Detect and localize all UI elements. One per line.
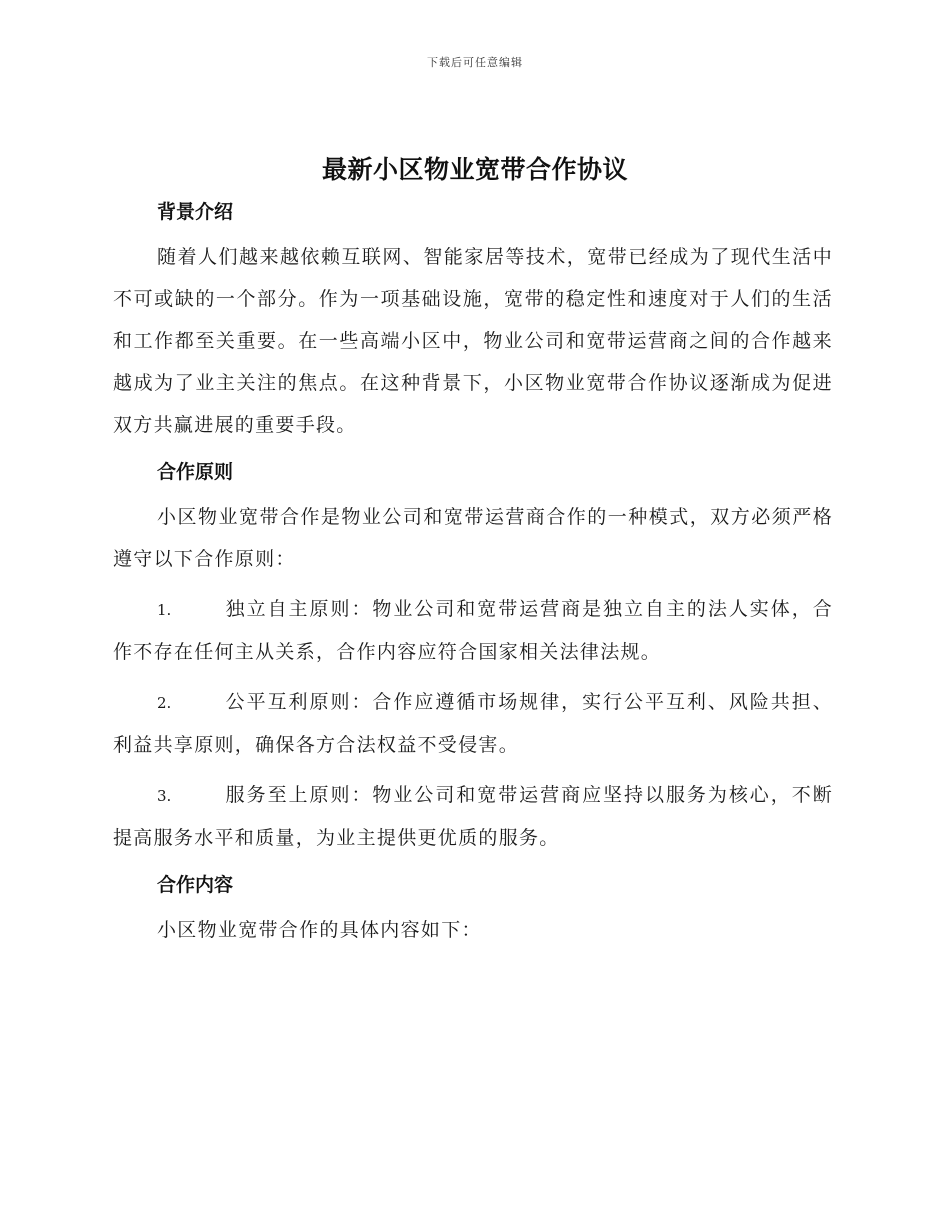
background-paragraph: 随着人们越来越依赖互联网、智能家居等技术，宽带已经成为了现代生活中不可或缺的一个部分。作为一项基础设施，宽带的稳定性和速度对于人们的生活和工作都至关重要。在一些高端小区中，物业公司和宽带运营商之间的合作越来越成为了业主关注的焦点。在这种背景下，小区物业宽带合作协议逐渐成为促进双方共赢进展的重要手段。 (113, 246, 833, 436)
principle-item (113, 681, 833, 766)
section-heading-background: 背景介绍 (157, 201, 234, 223)
principle-item-text: 服务至上原则：物业公司和宽带运营商应坚持以服务为核心，不断提高服务水平和质量，为业主提供更优质的服务。 (113, 784, 833, 849)
principle-item-text: 独立自主原则：物业公司和宽带运营商是独立自主的法人实体，合作不存在任何主从关系，合作内容应符合国家相关法律法规。 (113, 598, 833, 663)
principles-intro-paragraph: 小区物业宽带合作是物业公司和宽带运营商合作的一种模式，双方必须严格遵守以下合作原则： (113, 506, 833, 570)
principle-item-number: 2. (157, 694, 172, 712)
document-title: 最新小区物业宽带合作协议 (321, 155, 628, 184)
document-body (113, 196, 833, 951)
principle-item-number: 3. (157, 787, 172, 805)
principle-item-number: 1. (157, 601, 172, 619)
content-intro-paragraph: 小区物业宽带合作的具体内容如下： (157, 919, 482, 941)
principle-item (113, 774, 833, 859)
section-heading-principles: 合作原则 (157, 461, 234, 483)
page-header-note: 下载后可任意编辑 (427, 56, 523, 69)
section-heading-content: 合作内容 (157, 874, 234, 896)
principle-item-text: 公平互利原则：合作应遵循市场规律，实行公平互利、风险共担、利益共享原则，确保各方合法权益不受侵害。 (113, 691, 833, 756)
principle-item (113, 588, 833, 673)
